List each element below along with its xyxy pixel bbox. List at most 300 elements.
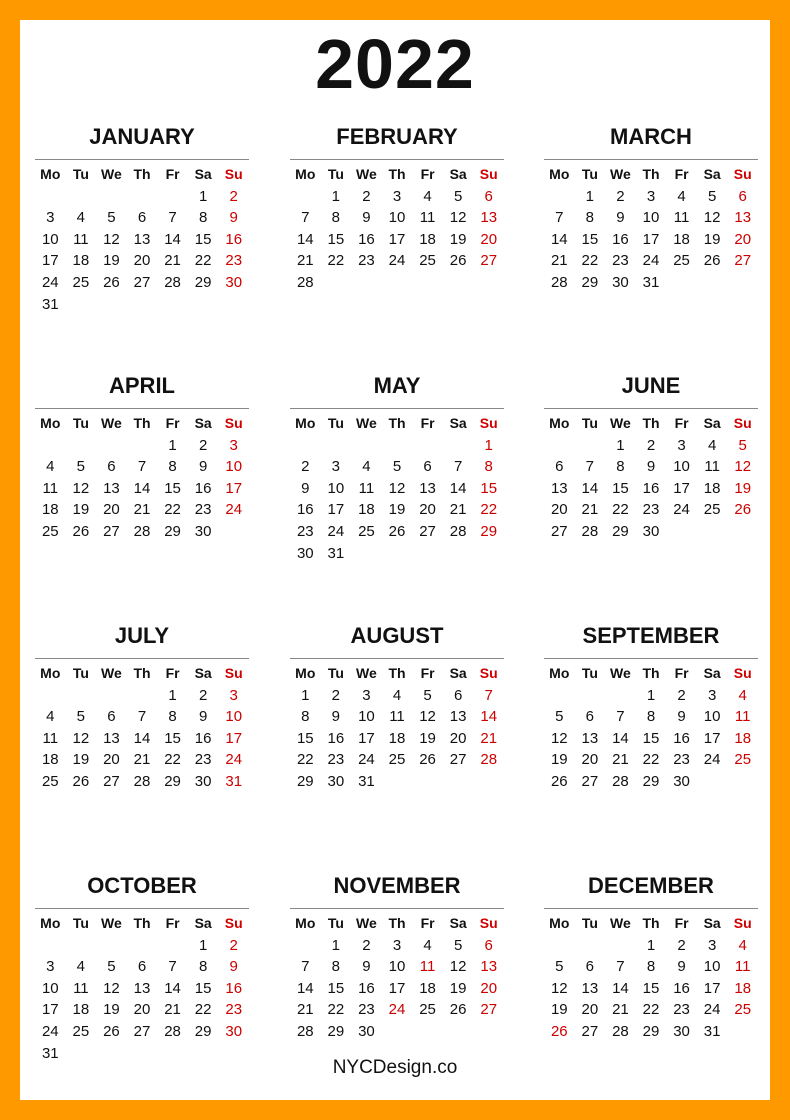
weekday-header: Sa bbox=[194, 166, 212, 182]
day-cell: 23 bbox=[194, 501, 212, 519]
day-cell: 17 bbox=[703, 729, 721, 747]
weekday-header: Tu bbox=[581, 915, 598, 931]
day-cell: 27 bbox=[550, 522, 568, 540]
day-cell: 21 bbox=[449, 501, 467, 519]
day-cell: 19 bbox=[550, 751, 568, 769]
day-cell: 19 bbox=[103, 1001, 120, 1019]
empty-cell bbox=[443, 435, 474, 457]
day-cell: 13 bbox=[581, 979, 599, 997]
weekday-header: We bbox=[610, 166, 631, 182]
divider bbox=[544, 159, 758, 160]
divider bbox=[290, 408, 504, 409]
day-cell: 27 bbox=[581, 1022, 599, 1040]
day-cell: 20 bbox=[550, 501, 568, 519]
day-cell: 2 bbox=[362, 187, 371, 205]
day-grid bbox=[290, 663, 504, 793]
divider bbox=[35, 908, 249, 909]
weekday-header: Mo bbox=[295, 166, 316, 182]
weekday-header: Fr bbox=[165, 166, 180, 182]
day-cell: 20 bbox=[480, 230, 498, 248]
weekday-header: Tu bbox=[327, 915, 344, 931]
day-cell: 15 bbox=[480, 479, 498, 497]
day-cell: 27 bbox=[133, 273, 151, 291]
day-cell: 3 bbox=[392, 936, 402, 954]
day-cell: 30 bbox=[612, 273, 629, 291]
day-cell: 26 bbox=[103, 1022, 120, 1040]
month-january bbox=[35, 120, 249, 315]
weekday-header: Mo bbox=[40, 415, 61, 431]
day-cell: 13 bbox=[734, 209, 752, 227]
divider bbox=[35, 159, 249, 160]
day-cell: 29 bbox=[194, 273, 212, 291]
day-cell: 4 bbox=[423, 936, 432, 954]
empty-cell bbox=[127, 435, 158, 457]
weekday-header: Tu bbox=[327, 166, 344, 182]
day-cell: 3 bbox=[677, 436, 686, 454]
day-cell: 11 bbox=[704, 458, 720, 476]
day-cell: 3 bbox=[646, 187, 656, 205]
day-cell: 21 bbox=[296, 1001, 314, 1019]
day-cell: 18 bbox=[734, 979, 752, 997]
month-march bbox=[544, 120, 758, 294]
day-cell: 12 bbox=[388, 479, 406, 497]
weekday-header: We bbox=[610, 915, 631, 931]
empty-cell bbox=[127, 935, 158, 957]
day-cell: 7 bbox=[301, 958, 310, 976]
day-grid bbox=[35, 164, 249, 315]
day-cell: 30 bbox=[673, 772, 690, 790]
day-cell: 5 bbox=[555, 958, 564, 976]
day-cell: 13 bbox=[449, 708, 467, 726]
weekday-header: Su bbox=[224, 415, 243, 431]
day-cell: 18 bbox=[419, 979, 436, 997]
weekday-header: Th bbox=[642, 665, 660, 681]
day-cell: 27 bbox=[480, 252, 498, 270]
day-cell: 29 bbox=[581, 273, 599, 291]
day-cell: 25 bbox=[358, 522, 375, 540]
day-cell: 23 bbox=[358, 252, 375, 270]
weekday-header: Tu bbox=[72, 665, 89, 681]
day-cell: 16 bbox=[673, 729, 690, 747]
day-cell: 1 bbox=[646, 936, 656, 954]
day-cell: 3 bbox=[707, 936, 717, 954]
day-cell: 10 bbox=[41, 979, 59, 997]
day-cell: 10 bbox=[642, 209, 660, 227]
weekday-header: Fr bbox=[674, 665, 689, 681]
day-cell: 7 bbox=[616, 708, 625, 726]
day-cell: 24 bbox=[358, 751, 375, 769]
weekday-header: Fr bbox=[674, 915, 689, 931]
month-name: MAY bbox=[373, 373, 421, 398]
day-cell: 30 bbox=[358, 1022, 375, 1040]
weekday-header: Tu bbox=[581, 415, 598, 431]
credit-text: NYCDesign.co bbox=[332, 1057, 458, 1078]
day-cell: 6 bbox=[555, 458, 564, 476]
day-cell: 13 bbox=[103, 479, 120, 497]
empty-cell bbox=[66, 685, 97, 707]
weekday-header: Su bbox=[733, 665, 752, 681]
day-cell: 18 bbox=[388, 729, 406, 747]
day-cell: 10 bbox=[41, 230, 59, 248]
day-cell: 26 bbox=[449, 1001, 467, 1019]
day-cell: 4 bbox=[707, 436, 717, 454]
weekday-header: Su bbox=[733, 915, 752, 931]
day-cell: 2 bbox=[229, 187, 238, 205]
day-cell: 27 bbox=[480, 1001, 498, 1019]
day-cell: 21 bbox=[164, 1001, 181, 1019]
day-grid bbox=[35, 913, 249, 1064]
day-cell: 31 bbox=[41, 1044, 59, 1062]
empty-cell bbox=[351, 435, 382, 457]
day-cell: 16 bbox=[327, 729, 345, 747]
day-cell: 28 bbox=[612, 1022, 629, 1040]
weekday-header: Su bbox=[733, 415, 752, 431]
day-cell: 9 bbox=[677, 708, 686, 726]
day-cell: 27 bbox=[419, 522, 436, 540]
month-july bbox=[35, 619, 249, 793]
day-cell: 5 bbox=[453, 187, 463, 205]
empty-cell bbox=[544, 935, 575, 957]
weekday-header: Fr bbox=[674, 415, 689, 431]
day-cell: 7 bbox=[484, 686, 493, 704]
day-cell: 15 bbox=[642, 729, 660, 747]
day-cell: 25 bbox=[419, 1001, 436, 1019]
day-cell: 18 bbox=[673, 230, 690, 248]
day-cell: 7 bbox=[555, 209, 564, 227]
day-cell: 10 bbox=[327, 479, 345, 497]
empty-cell bbox=[544, 435, 575, 457]
day-cell: 24 bbox=[388, 252, 406, 270]
day-cell: 12 bbox=[103, 230, 120, 248]
weekday-header: Sa bbox=[703, 166, 721, 182]
day-cell: 3 bbox=[392, 187, 402, 205]
empty-cell bbox=[290, 935, 321, 957]
weekday-header: Th bbox=[388, 665, 406, 681]
day-cell: 18 bbox=[41, 751, 59, 769]
day-cell: 31 bbox=[703, 1022, 721, 1040]
day-cell: 12 bbox=[419, 708, 436, 726]
day-cell: 5 bbox=[76, 708, 86, 726]
day-grid bbox=[290, 913, 504, 1043]
day-cell: 15 bbox=[327, 230, 345, 248]
day-cell: 26 bbox=[72, 522, 90, 540]
empty-cell bbox=[321, 435, 352, 457]
day-cell: 1 bbox=[331, 187, 341, 205]
day-cell: 30 bbox=[673, 1022, 690, 1040]
day-cell: 19 bbox=[103, 252, 120, 270]
day-cell: 30 bbox=[642, 522, 660, 540]
day-cell: 27 bbox=[734, 252, 752, 270]
day-cell: 26 bbox=[72, 772, 90, 790]
day-cell: 22 bbox=[327, 252, 345, 270]
day-cell: 19 bbox=[449, 230, 467, 248]
divider bbox=[290, 908, 504, 909]
day-cell: 31 bbox=[327, 544, 345, 562]
month-name: OCTOBER bbox=[87, 873, 197, 898]
day-cell: 25 bbox=[72, 1022, 90, 1040]
day-cell: 7 bbox=[168, 958, 177, 976]
day-cell: 3 bbox=[229, 686, 238, 704]
day-cell: 17 bbox=[225, 479, 243, 497]
day-grid bbox=[290, 413, 504, 564]
weekday-header: Fr bbox=[420, 665, 435, 681]
day-cell: 10 bbox=[703, 708, 721, 726]
day-cell: 12 bbox=[72, 479, 90, 497]
day-cell: 24 bbox=[327, 522, 345, 540]
empty-cell bbox=[96, 186, 127, 208]
divider bbox=[544, 908, 758, 909]
day-cell: 16 bbox=[358, 230, 375, 248]
day-cell: 11 bbox=[734, 958, 751, 976]
day-cell: 11 bbox=[42, 729, 59, 747]
day-cell: 28 bbox=[164, 1022, 181, 1040]
weekday-header: Sa bbox=[194, 915, 212, 931]
weekday-header: Sa bbox=[194, 665, 212, 681]
day-cell: 6 bbox=[137, 958, 147, 976]
day-cell: 21 bbox=[612, 751, 629, 769]
day-cell: 17 bbox=[388, 979, 406, 997]
day-cell: 12 bbox=[550, 729, 568, 747]
day-cell: 2 bbox=[229, 936, 238, 954]
weekday-header: Su bbox=[479, 665, 498, 681]
day-cell: 31 bbox=[225, 772, 243, 790]
day-cell: 8 bbox=[646, 958, 656, 976]
weekday-header: We bbox=[101, 415, 122, 431]
day-cell: 16 bbox=[612, 230, 629, 248]
day-cell: 11 bbox=[734, 708, 751, 726]
day-cell: 22 bbox=[581, 252, 599, 270]
day-cell: 25 bbox=[673, 252, 690, 270]
weekday-header: Th bbox=[642, 415, 660, 431]
empty-cell bbox=[544, 685, 575, 707]
day-cell: 5 bbox=[76, 458, 86, 476]
weekday-header: Tu bbox=[72, 915, 89, 931]
day-cell: 29 bbox=[642, 772, 660, 790]
weekday-header: Mo bbox=[40, 166, 61, 182]
day-cell: 7 bbox=[301, 209, 310, 227]
empty-cell bbox=[66, 435, 97, 457]
day-cell: 1 bbox=[168, 436, 177, 454]
day-cell: 25 bbox=[388, 751, 406, 769]
day-cell: 28 bbox=[296, 1022, 314, 1040]
month-may bbox=[290, 369, 504, 564]
weekday-header: Fr bbox=[674, 166, 689, 182]
day-cell: 19 bbox=[550, 1001, 568, 1019]
empty-cell bbox=[35, 186, 66, 208]
day-cell: 1 bbox=[198, 936, 208, 954]
day-cell: 4 bbox=[738, 936, 747, 954]
weekday-header: Su bbox=[479, 415, 498, 431]
weekday-header: Sa bbox=[449, 415, 467, 431]
month-name: SEPTEMBER bbox=[582, 623, 720, 648]
day-cell: 22 bbox=[296, 751, 314, 769]
empty-cell bbox=[605, 935, 636, 957]
day-cell: 16 bbox=[225, 979, 243, 997]
day-cell: 2 bbox=[616, 187, 625, 205]
day-cell: 8 bbox=[198, 209, 208, 227]
empty-cell bbox=[35, 935, 66, 957]
day-cell: 28 bbox=[612, 772, 629, 790]
day-cell: 20 bbox=[734, 230, 752, 248]
day-cell: 4 bbox=[738, 686, 747, 704]
day-cell: 24 bbox=[41, 273, 59, 291]
day-cell: 10 bbox=[703, 958, 721, 976]
month-name: NOVEMBER bbox=[333, 873, 461, 898]
weekday-header: We bbox=[101, 665, 122, 681]
weekday-header: Th bbox=[388, 415, 406, 431]
day-cell: 3 bbox=[46, 209, 55, 227]
day-cell: 25 bbox=[72, 273, 90, 291]
weekday-header: Mo bbox=[40, 915, 61, 931]
day-cell: 9 bbox=[616, 209, 625, 227]
day-cell: 8 bbox=[331, 958, 341, 976]
day-cell: 16 bbox=[642, 479, 660, 497]
day-cell: 21 bbox=[133, 501, 151, 519]
day-cell: 8 bbox=[585, 209, 595, 227]
day-cell: 17 bbox=[225, 729, 243, 747]
day-cell: 18 bbox=[419, 230, 436, 248]
weekday-header: Sa bbox=[703, 415, 721, 431]
day-cell: 21 bbox=[550, 252, 568, 270]
weekday-header: Sa bbox=[703, 915, 721, 931]
day-cell: 22 bbox=[194, 1001, 212, 1019]
day-cell: 3 bbox=[331, 458, 341, 476]
day-cell: 11 bbox=[358, 479, 375, 497]
weekday-header: Mo bbox=[549, 415, 570, 431]
weekday-header: We bbox=[356, 665, 377, 681]
empty-cell bbox=[157, 935, 188, 957]
weekday-header: Fr bbox=[165, 665, 180, 681]
day-cell: 11 bbox=[42, 479, 59, 497]
day-cell: 4 bbox=[46, 458, 55, 476]
day-cell: 2 bbox=[331, 686, 341, 704]
day-cell: 1 bbox=[331, 936, 341, 954]
day-cell: 10 bbox=[673, 458, 690, 476]
day-cell: 5 bbox=[555, 708, 564, 726]
day-cell: 2 bbox=[677, 686, 686, 704]
weekday-header: Sa bbox=[449, 166, 467, 182]
day-cell: 29 bbox=[327, 1022, 345, 1040]
day-cell: 21 bbox=[612, 1001, 629, 1019]
weekday-header: Mo bbox=[40, 665, 61, 681]
empty-cell bbox=[96, 685, 127, 707]
day-cell: 21 bbox=[133, 751, 151, 769]
weekday-header: Th bbox=[388, 915, 406, 931]
day-cell: 15 bbox=[164, 479, 181, 497]
day-cell: 16 bbox=[673, 979, 690, 997]
day-cell: 21 bbox=[581, 501, 599, 519]
empty-cell bbox=[96, 935, 127, 957]
day-cell: 19 bbox=[388, 501, 406, 519]
day-cell: 2 bbox=[301, 458, 310, 476]
day-cell: 9 bbox=[198, 458, 208, 476]
day-cell: 14 bbox=[550, 230, 568, 248]
day-cell: 30 bbox=[194, 772, 212, 790]
weekday-header: Sa bbox=[449, 915, 467, 931]
day-cell: 9 bbox=[198, 708, 208, 726]
day-grid bbox=[544, 164, 758, 294]
empty-cell bbox=[157, 186, 188, 208]
day-cell: 23 bbox=[642, 501, 660, 519]
day-cell: 8 bbox=[484, 458, 493, 476]
weekday-header: We bbox=[610, 415, 631, 431]
calendar-sheet bbox=[20, 20, 770, 1100]
day-cell: 20 bbox=[133, 1001, 151, 1019]
day-cell: 11 bbox=[73, 230, 89, 248]
empty-cell bbox=[96, 435, 127, 457]
day-cell: 14 bbox=[581, 479, 599, 497]
day-cell: 9 bbox=[229, 958, 238, 976]
weekday-header: Th bbox=[388, 166, 406, 182]
day-cell: 23 bbox=[327, 751, 345, 769]
day-cell: 26 bbox=[734, 501, 752, 519]
day-cell: 10 bbox=[225, 708, 243, 726]
day-cell: 9 bbox=[362, 209, 371, 227]
weekday-header: Fr bbox=[165, 415, 180, 431]
day-cell: 13 bbox=[133, 979, 151, 997]
weekday-header: Mo bbox=[295, 915, 316, 931]
empty-cell bbox=[575, 435, 606, 457]
day-cell: 9 bbox=[646, 458, 656, 476]
month-name: APRIL bbox=[109, 373, 175, 398]
weekday-header: Fr bbox=[420, 166, 435, 182]
day-cell: 1 bbox=[585, 187, 595, 205]
day-cell: 18 bbox=[72, 252, 90, 270]
day-cell: 11 bbox=[389, 708, 405, 726]
day-cell: 11 bbox=[419, 209, 436, 227]
day-cell: 15 bbox=[296, 729, 314, 747]
day-cell: 18 bbox=[41, 501, 59, 519]
day-cell: 4 bbox=[46, 708, 55, 726]
day-cell: 15 bbox=[164, 729, 181, 747]
day-cell: 24 bbox=[388, 1001, 406, 1019]
day-cell: 1 bbox=[168, 686, 177, 704]
day-cell: 14 bbox=[164, 979, 181, 997]
day-cell: 17 bbox=[327, 501, 345, 519]
day-cell: 2 bbox=[362, 936, 371, 954]
day-cell: 23 bbox=[225, 252, 243, 270]
day-cell: 19 bbox=[734, 479, 752, 497]
divider bbox=[35, 408, 249, 409]
day-cell: 6 bbox=[484, 187, 493, 205]
month-name: JUNE bbox=[621, 373, 681, 398]
day-cell: 14 bbox=[164, 230, 181, 248]
day-cell: 30 bbox=[194, 522, 212, 540]
day-cell: 27 bbox=[103, 522, 120, 540]
day-cell: 5 bbox=[392, 458, 402, 476]
day-cell: 17 bbox=[673, 479, 690, 497]
empty-cell bbox=[35, 435, 66, 457]
day-cell: 10 bbox=[388, 958, 406, 976]
day-cell: 14 bbox=[296, 230, 314, 248]
day-cell: 29 bbox=[480, 522, 498, 540]
day-cell: 5 bbox=[423, 686, 432, 704]
day-cell: 25 bbox=[41, 522, 59, 540]
day-cell: 23 bbox=[673, 1001, 690, 1019]
day-cell: 12 bbox=[72, 729, 90, 747]
day-cell: 26 bbox=[550, 772, 568, 790]
day-cell: 5 bbox=[453, 936, 463, 954]
weekday-header: Tu bbox=[327, 665, 344, 681]
day-cell: 10 bbox=[225, 458, 243, 476]
day-cell: 12 bbox=[703, 209, 721, 227]
weekday-header: Tu bbox=[72, 415, 89, 431]
weekday-header: We bbox=[101, 166, 122, 182]
day-cell: 18 bbox=[703, 479, 721, 497]
day-grid bbox=[544, 913, 758, 1043]
day-cell: 4 bbox=[76, 958, 86, 976]
weekday-header: Tu bbox=[327, 415, 344, 431]
